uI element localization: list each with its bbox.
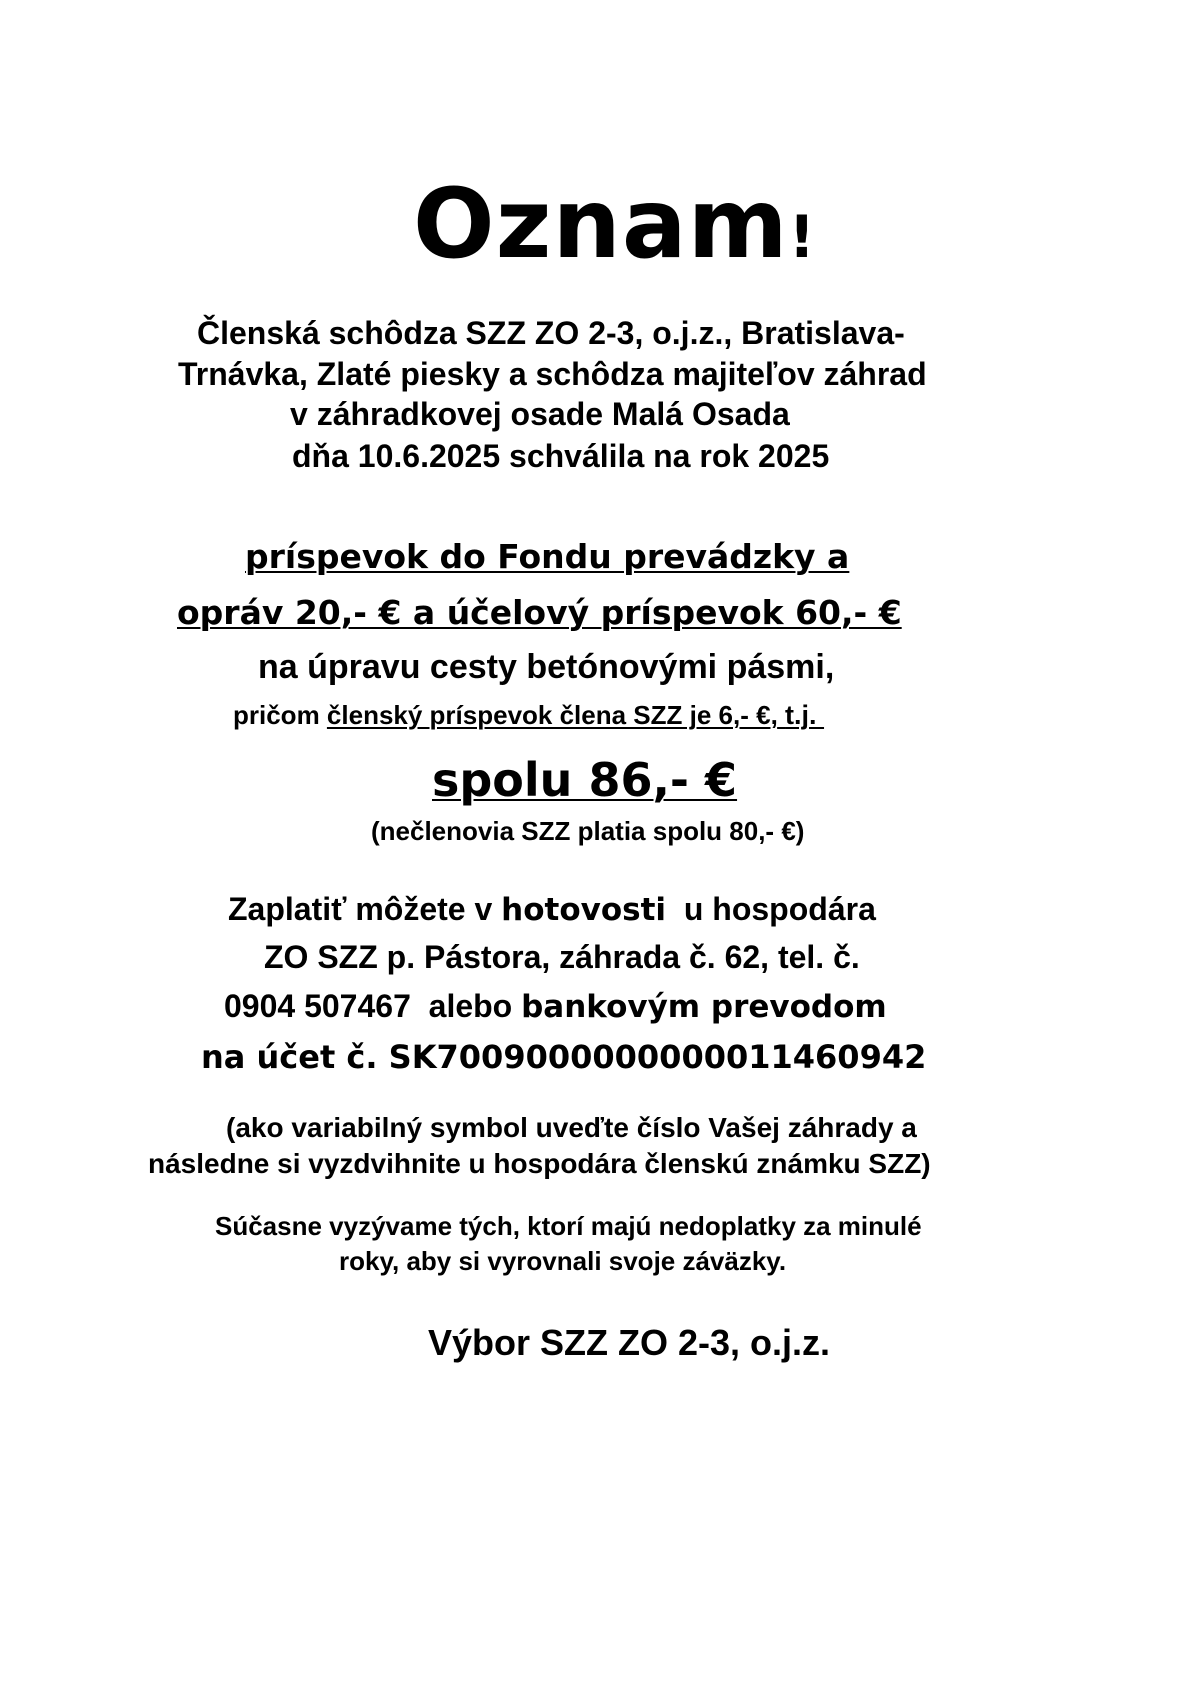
signature: Výbor SZZ ZO 2-3, o.j.z. bbox=[428, 1322, 831, 1363]
account-number: na účet č. SK7009000000000011460942 bbox=[201, 1038, 927, 1076]
arrears-line-1: Súčasne vyzývame tých, ktorí majú nedoplatky za minulé bbox=[215, 1211, 922, 1241]
intro-line-2: Trnávka, Zlaté piesky a schôdza majiteľov záhrad bbox=[178, 356, 927, 392]
page-title bbox=[413, 168, 817, 280]
title-exclamation: ! bbox=[788, 203, 817, 271]
contribution-line-4: pričom členský príspevok člena SZZ je 6,- €, t.j. bbox=[233, 700, 825, 730]
payment-line-3: 0904 507467 alebo bankovým prevodom bbox=[224, 988, 887, 1025]
tj-text: t.j. bbox=[785, 700, 825, 730]
total-amount: spolu 86,- € bbox=[432, 753, 738, 807]
intro-line-4: dňa 10.6.2025 schválila na rok 2025 bbox=[292, 438, 830, 474]
intro-line-1: Členská schôdza SZZ ZO 2-3, o.j.z., Bratislava- bbox=[197, 315, 905, 351]
contribution-line-3: na úpravu cesty betónovými pásmi, bbox=[258, 648, 835, 686]
arrears-line-2: roky, aby si vyrovnali svoje záväzky. bbox=[339, 1246, 787, 1276]
cash-text: hotovosti bbox=[501, 892, 667, 928]
contribution-line-2: opráv 20,- € a účelový príspevok 60,- € bbox=[177, 593, 902, 632]
title-word: Oznam bbox=[413, 168, 789, 280]
payment-line-1: Zaplatiť môžete v hotovosti u hospodára bbox=[228, 891, 876, 928]
vs-note-line-2: následne si vyzdvihnite u hospodára členskú známku SZZ) bbox=[148, 1148, 931, 1179]
bank-transfer-text: bankovým prevodom bbox=[521, 989, 887, 1025]
payment-line-2: ZO SZZ p. Pástora, záhrada č. 62, tel. č. bbox=[264, 939, 860, 975]
member-fee-text: členský príspevok člena SZZ je 6,- €, bbox=[326, 700, 778, 730]
vs-note-line-1: (ako variabilný symbol uveďte číslo Vašej záhrady a bbox=[226, 1112, 917, 1143]
contribution-line-1: príspevok do Fondu prevádzky a bbox=[245, 537, 850, 576]
intro-line-3: v záhradkovej osade Malá Osada bbox=[290, 396, 790, 432]
nonmembers-note: (nečlenovia SZZ platia spolu 80,- €) bbox=[371, 816, 805, 846]
